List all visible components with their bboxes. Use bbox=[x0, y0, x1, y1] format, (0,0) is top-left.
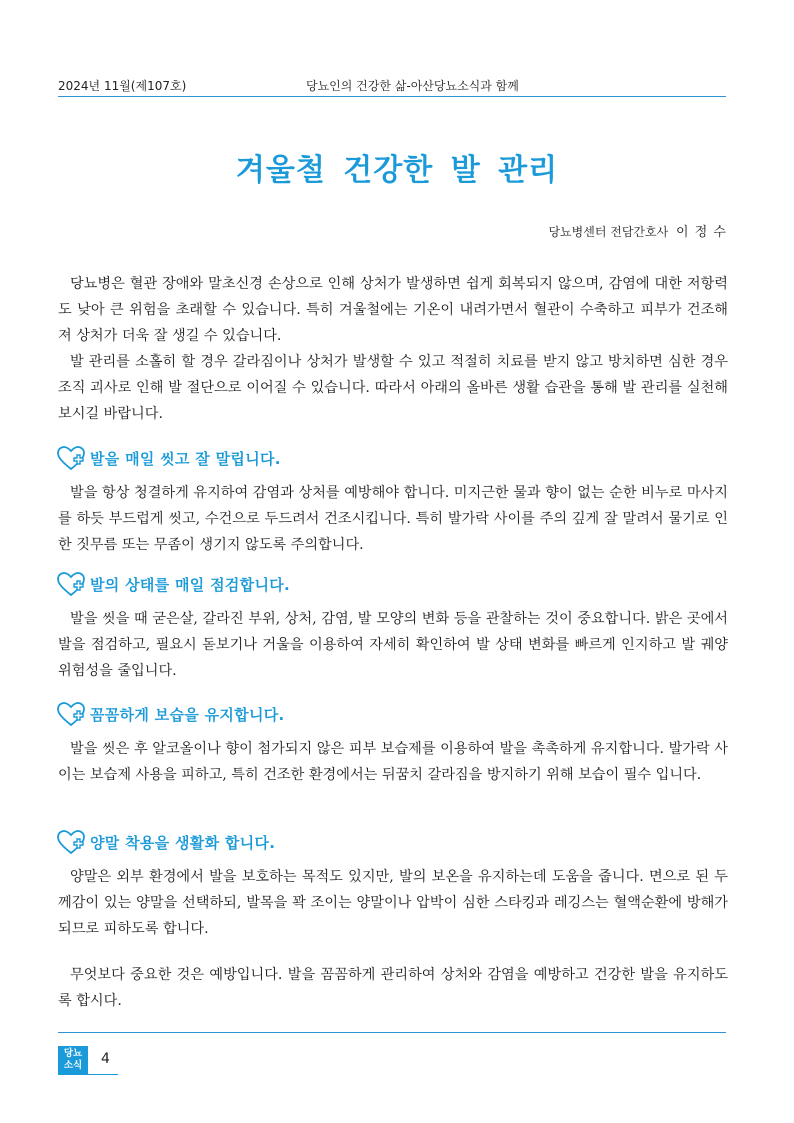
conclusion-paragraph: 무엇보다 중요한 것은 예방입니다. 발을 꼼꼼하게 관리하여 상처와 감염을 예방하고 건강한 발을 유지하도록 합시다. bbox=[58, 967, 728, 1009]
section-heading-text: 양말 착용을 생활화 합니다. bbox=[90, 833, 276, 852]
section-heading-1 bbox=[56, 444, 281, 472]
footer-underline bbox=[58, 1074, 118, 1075]
newsletter-tagline: 당뇨인의 건강한 삶-아산당뇨소식과 함께 bbox=[306, 79, 519, 93]
section-body-3: 발을 씻은 후 알코올이나 향이 첨가되지 않은 피부 보습제를 이용하여 발을 촉촉하게 유지합니다. 발가락 사이는 보습제 사용을 피하고, 특히 건조한 환경에서는 뒤꿈치 갈라짐을 방지하기 위해 보습이 필수 입니다. bbox=[58, 741, 728, 783]
intro-paragraph-2: 발 관리를 소홀히 할 경우 갈라짐이나 상처가 발생할 수 있고 적절히 치료를 받지 않고 방치하면 심한 경우 조직 괴사로 인해 발 절단으로 이어질 수 있습니다. 따라서 아래의 올바른 생활 습관을 통해 발 관리를 실천해보시길 바랍니다. bbox=[58, 354, 728, 422]
badge-line-1: 당뇨 bbox=[63, 1048, 83, 1059]
heart-plus-icon bbox=[56, 571, 86, 597]
heart-plus-icon bbox=[56, 701, 86, 727]
header-divider bbox=[58, 96, 726, 97]
author-name: 이 정 수 bbox=[676, 225, 726, 240]
section-heading-text: 꼼꼼하게 보습을 유지합니다. bbox=[90, 705, 285, 724]
heart-plus-icon bbox=[56, 445, 86, 471]
intro-paragraph-1: 당뇨병은 혈관 장애와 말초신경 손상으로 인해 상처가 발생하면 쉽게 회복되지 않으며, 감염에 대한 저항력도 낮아 큰 위험을 초래할 수 있습니다. 특히 겨울철에는 기온이 내려가면서 혈관이 수축하고 피부가 건조해져 상처가 더욱 잘 생길 수 있습니다. bbox=[58, 276, 728, 344]
section-heading-text: 발을 매일 씻고 잘 말립니다. bbox=[90, 449, 281, 468]
section-body-1: 발을 항상 청결하게 유지하여 감염과 상처를 예방해야 합니다. 미지근한 물과 향이 없는 순한 비누로 마사지를 하듯 부드럽게 씻고, 수건으로 두드려서 건조시킵니다. 특히 발가락 사이를 주의 깊게 잘 말려서 물기로 인한 짓무름 또는 무좀이 생기지 않도록 주의합니다. bbox=[58, 485, 728, 553]
author-line bbox=[548, 221, 726, 240]
author-affiliation: 당뇨병센터 전담간호사 bbox=[548, 225, 669, 239]
page-number: 4 bbox=[101, 1051, 110, 1067]
issue-label: 2024년 11월(제107호) bbox=[58, 79, 187, 93]
section-body-2: 발을 씻을 때 굳은살, 갈라진 부위, 상처, 감염, 발 모양의 변화 등을 관찰하는 것이 중요합니다. 밝은 곳에서 발을 점검하고, 필요시 돋보기나 거울을 이용하여 자세히 확인하여 발 상태 변화를 빠르게 인지하고 발 궤양 위험성을 줄입니다. bbox=[58, 611, 728, 679]
newsletter-badge bbox=[58, 1046, 88, 1074]
badge-line-2: 소식 bbox=[63, 1060, 83, 1071]
footer-divider bbox=[58, 1032, 726, 1033]
section-body-4: 양말은 외부 환경에서 발을 보호하는 목적도 있지만, 발의 보온을 유지하는데 도움을 줍니다. 면으로 된 두께감이 있는 양말을 선택하되, 발목을 꽉 조이는 양말이나 압박이 심한 스타킹과 레깅스는 혈액순환에 방해가 되므로 피하도록 합니다. bbox=[58, 869, 728, 937]
section-heading-3 bbox=[56, 700, 285, 728]
section-heading-text: 발의 상태를 매일 점검합니다. bbox=[90, 575, 291, 594]
heart-plus-icon bbox=[56, 829, 86, 855]
section-heading-2 bbox=[56, 570, 290, 598]
section-heading-4 bbox=[56, 828, 275, 856]
article-title: 겨울철 건강한 발 관리 bbox=[235, 153, 559, 188]
